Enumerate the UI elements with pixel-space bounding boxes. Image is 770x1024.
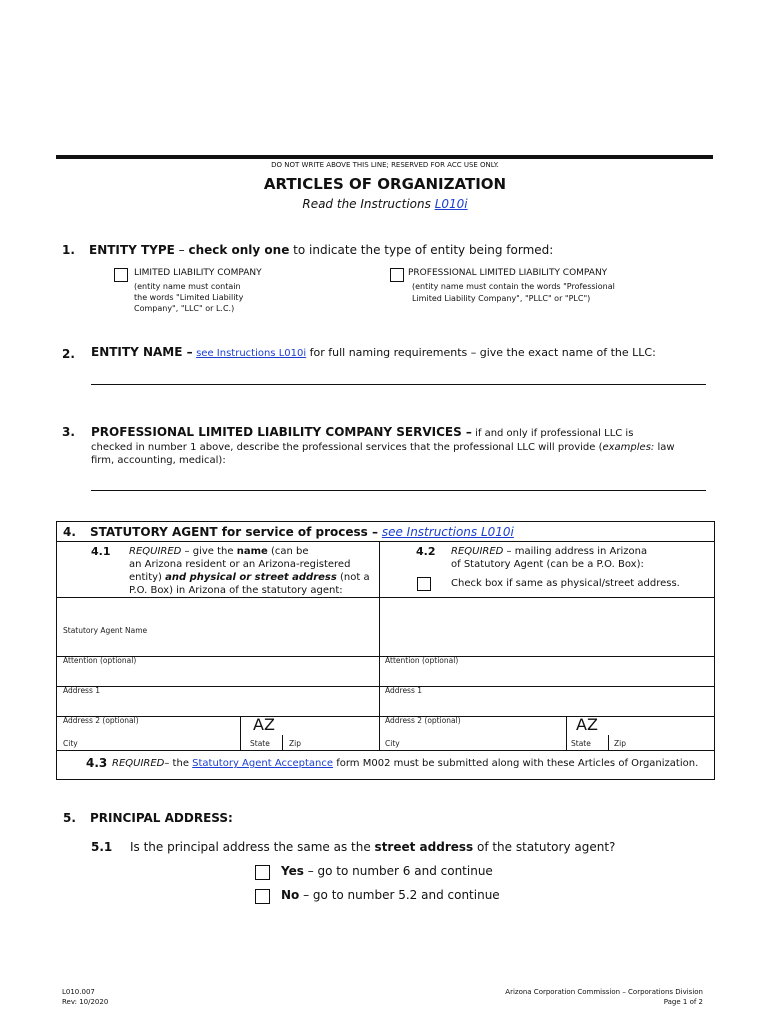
- section5-number: 5.: [63, 811, 76, 825]
- divider: [56, 541, 714, 542]
- top-rule: [56, 155, 713, 159]
- llc-note-2: the words "Limited Liability: [134, 293, 244, 302]
- section3-line3: firm, accounting, medical):: [91, 455, 226, 466]
- section4-instructions-link[interactable]: see Instructions L010i: [381, 525, 514, 539]
- section2-rest: for full naming requirements – give the exact name of the LLC:: [306, 346, 656, 359]
- agent-address1-label: Address 1: [63, 686, 101, 695]
- pllc-services-label: PROFESSIONAL LIMITED LIABILITY COMPANY SERVICES –: [91, 425, 472, 439]
- s41-l3b: and physical or street address: [165, 572, 337, 583]
- no-option: [281, 888, 500, 902]
- agent-address2-label: Address 2 (optional): [63, 716, 139, 725]
- read-instructions-label: Read the Instructions: [302, 197, 431, 211]
- acceptance-form-link[interactable]: Statutory Agent Acceptance: [192, 758, 334, 769]
- section2-number: 2.: [62, 347, 75, 361]
- yes-checkbox[interactable]: [255, 865, 270, 880]
- section3-lead: if and only if professional LLC is: [471, 428, 634, 439]
- agent-state-label: State: [250, 739, 270, 748]
- divider: [608, 735, 609, 750]
- s41-line4: P.O. Box) in Arizona of the statutory agent:: [129, 585, 343, 596]
- footer-right: [505, 987, 703, 1007]
- s41-name: name: [236, 546, 268, 557]
- s42-number: 4.2: [416, 545, 436, 558]
- mailing-name-input[interactable]: [380, 598, 713, 655]
- s43-number: 4.3: [86, 756, 108, 770]
- same-address-checkbox[interactable]: [417, 577, 431, 591]
- pllc-note-2: Limited Liability Company", "PLLC" or "PLC"): [412, 294, 591, 303]
- divider: [240, 716, 241, 750]
- check-only-one: check only one: [188, 243, 290, 257]
- s43-t2: form M002 must be submitted along with these Articles of Organization.: [333, 758, 699, 769]
- pllc-note: [412, 281, 615, 305]
- pllc-note-1: (entity name must contain the words "Professional: [412, 282, 615, 291]
- agent-name-label: Statutory Agent Name: [63, 626, 148, 635]
- section3-number: 3.: [62, 425, 75, 439]
- page-title: ARTICLES OF ORGANIZATION: [263, 175, 507, 193]
- s51c: of the statutory agent?: [473, 840, 616, 854]
- s42-t1: – mailing address in Arizona: [503, 546, 648, 557]
- s51a: Is the principal address the same as the: [130, 840, 375, 854]
- llc-checkbox[interactable]: [114, 268, 128, 282]
- entity-type-label: ENTITY TYPE: [89, 243, 175, 257]
- mailing-state-value: AZ: [576, 715, 598, 734]
- s43-t1: – the: [164, 758, 193, 769]
- s51-number: 5.1: [91, 840, 113, 854]
- agency: Arizona Corporation Commission – Corporations Division: [505, 988, 703, 996]
- divider: [56, 750, 714, 751]
- s41-required: REQUIRED: [129, 546, 182, 557]
- reserved-note: DO NOT WRITE ABOVE THIS LINE; RESERVED FOR ACC USE ONLY.: [271, 161, 499, 169]
- no-checkbox[interactable]: [255, 889, 270, 904]
- entity-name-input[interactable]: [91, 384, 706, 385]
- mailing-state-label: State: [571, 739, 591, 748]
- s51-question: [130, 840, 615, 854]
- llc-label: LIMITED LIABILITY COMPANY: [134, 268, 262, 278]
- dash: –: [174, 243, 189, 257]
- s42-text: [451, 545, 647, 571]
- section3-description: [91, 441, 711, 467]
- s41-l3c: (not a: [336, 572, 370, 583]
- agent-state-value: AZ: [253, 715, 275, 734]
- form-code: L010.007: [62, 988, 95, 996]
- s43-required: REQUIRED: [112, 758, 165, 769]
- yes-label: Yes: [281, 864, 304, 878]
- principal-address-heading: PRINCIPAL ADDRESS:: [90, 811, 233, 825]
- agent-address1-input[interactable]: [57, 687, 378, 715]
- services-input[interactable]: [91, 490, 706, 491]
- examples: examples:: [602, 442, 655, 453]
- llc-note-3: Company", "LLC" or L.C.): [134, 304, 235, 313]
- s41-l3a: entity): [129, 572, 166, 583]
- no-rest: – go to number 5.2 and continue: [299, 888, 500, 902]
- section1-rest: to indicate the type of entity being formed:: [289, 243, 554, 257]
- s51b: street address: [374, 840, 474, 854]
- agent-attention-label: Attention (optional): [63, 656, 137, 665]
- mailing-address2-label: Address 2 (optional): [385, 716, 461, 725]
- mailing-zip-label: Zip: [614, 739, 626, 748]
- read-instructions: [0, 197, 770, 211]
- yes-rest: – go to number 6 and continue: [303, 864, 493, 878]
- yes-option: [281, 864, 493, 878]
- footer-left: [62, 987, 108, 1007]
- section3-heading: [91, 425, 633, 439]
- llc-note: [134, 281, 243, 314]
- agent-zip-input[interactable]: [283, 717, 378, 749]
- s41-t2: (can be: [267, 546, 309, 557]
- s42-line2: of Statutory Agent (can be a P.O. Box):: [451, 559, 644, 570]
- section1-heading: [89, 243, 553, 257]
- s41-t1: – give the: [181, 546, 237, 557]
- s42-required: REQUIRED: [451, 546, 504, 557]
- section3-line2: checked in number 1 above, describe the professional services that the professional LLC will provide (: [91, 442, 603, 453]
- instructions-link[interactable]: L010i: [434, 197, 468, 211]
- mailing-attention-label: Attention (optional): [385, 656, 459, 665]
- llc-note-1: (entity name must contain: [134, 282, 241, 291]
- divider: [566, 716, 567, 750]
- section4-heading: [90, 525, 514, 539]
- pllc-checkbox[interactable]: [390, 268, 404, 282]
- section3-law: law: [654, 442, 675, 453]
- same-address-label: Check box if same as physical/street address.: [451, 578, 680, 589]
- section4-number: 4.: [63, 525, 76, 539]
- statutory-agent-label: STATUTORY AGENT for service of process –: [90, 525, 378, 539]
- s41-line2: an Arizona resident or an Arizona-registered: [129, 559, 351, 570]
- entity-name-label: ENTITY NAME –: [91, 345, 193, 359]
- page-number: Page 1 of 2: [663, 998, 703, 1006]
- mailing-city-label: City: [385, 739, 400, 748]
- revision: Rev: 10/2020: [62, 998, 109, 1006]
- s41-text: [129, 545, 379, 597]
- pllc-label: PROFESSIONAL LIMITED LIABILITY COMPANY: [408, 268, 608, 278]
- section2-heading: [91, 345, 656, 359]
- agent-zip-label: Zip: [289, 739, 301, 748]
- section2-instructions-link[interactable]: see Instructions L010i: [196, 348, 307, 359]
- s43-text: [112, 758, 698, 769]
- agent-city-label: City: [63, 739, 78, 748]
- mailing-address1-label: Address 1: [385, 686, 423, 695]
- s41-number: 4.1: [91, 545, 111, 558]
- section1-number: 1.: [62, 243, 75, 257]
- no-label: No: [281, 888, 300, 902]
